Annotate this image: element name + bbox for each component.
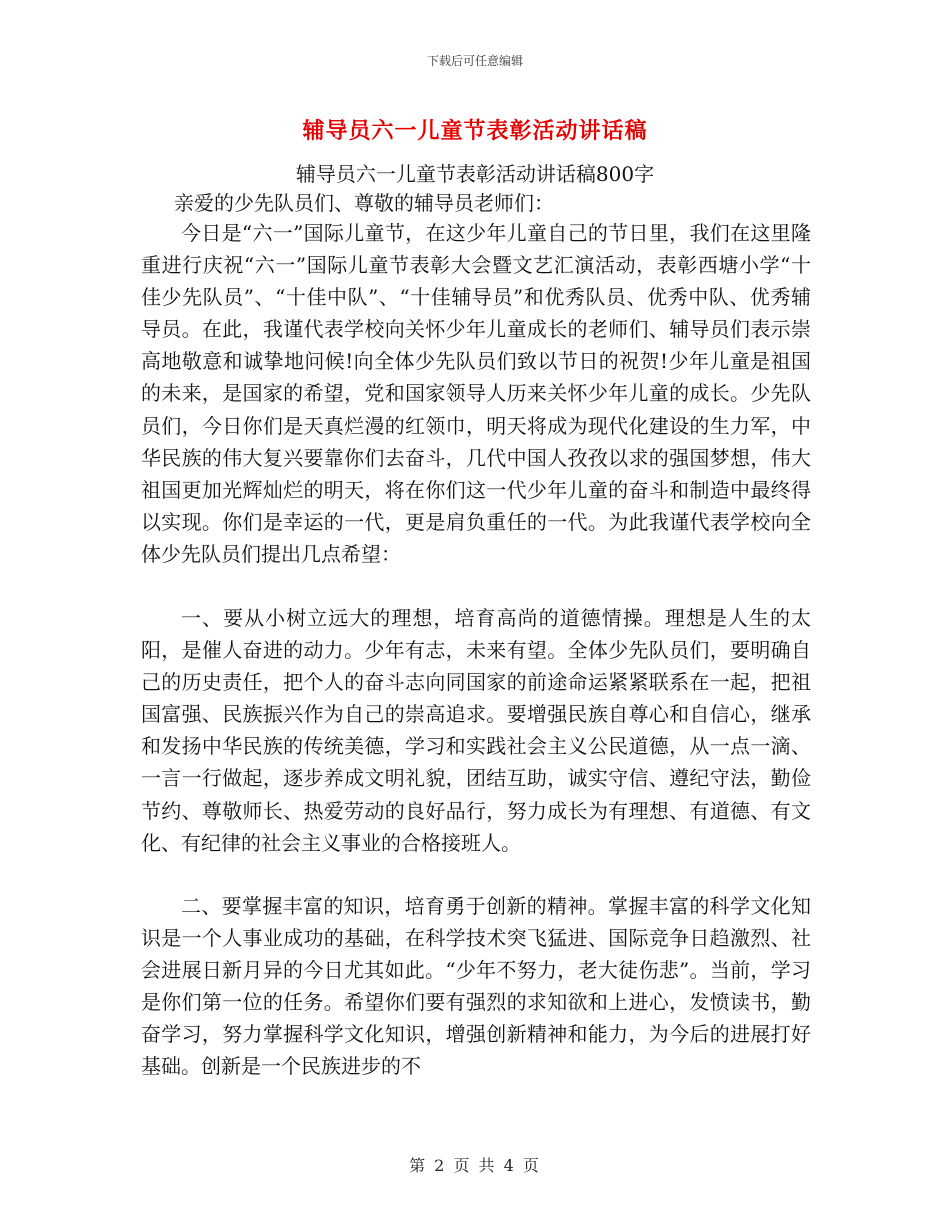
body-paragraph-1: 今日是“六一”国际儿童节，在这少年儿童自己的节日里，我们在这里隆重进行庆祝“六一”国际儿童节表彰大会暨文艺汇演活动，表彰西塘小学“十佳少先队员”、“十佳中队”、“十佳辅导员”和优秀队员、优秀中队、优秀辅导员。在此，我谨代表学校向关怀少年儿童成长的老师们、辅导员们表示崇高地敬意和诚挚地问候!向全体少先队员们致以节日的祝贺!少年儿童是祖国的未来，是国家的希望，党和国家领导人历来关怀少年儿童的成长。少先队员们，今日你们是天真烂漫的红领巾，明天将成为现代化建设的生力军，中华民族的伟大复兴要靠你们去奋斗，几代中国人孜孜以求的强国梦想，伟大祖国更加光辉灿烂的明天，将在你们这一代少年儿童的奋斗和制造中最终得以实现。你们是幸运的一代，更是肩负重任的一代。为此我谨代表学校向全体少先队员们提出几点希望： bbox=[141, 221, 811, 566]
body-paragraph-3: 二、要掌握丰富的知识，培育勇于创新的精神。掌握丰富的科学文化知识是一个人事业成功的基础，在科学技术突飞猛进、国际竞争日趋激烈、社会进展日新月异的今日尤其如此。“少年不努力，老大徒伤悲”。当前，学习是你们第一位的任务。希望你们要有强烈的求知欲和上进心，发愤读书，勤奋学习，努力掌握科学文化知识，增强创新精神和能力，为今后的进展打好基础。创新是一个民族进步的不 bbox=[141, 894, 811, 1079]
document-subtitle: 辅导员六一儿童节表彰活动讲话稿800字 bbox=[295, 162, 655, 186]
greeting-line: 亲爱的少先队员们、尊敬的辅导员老师们： bbox=[174, 191, 554, 215]
page-footer-number: 第 2 页 共 4 页 bbox=[409, 1156, 541, 1175]
body-paragraph-2: 一、要从小树立远大的理想，培育高尚的道德情操。理想是人生的太阳，是催人奋进的动力。少年有志，未来有望。全体少先队员们，要明确自己的历史责任，把个人的奋斗志向同国家的前途命运紧紧联系在一起，把祖国富强、民族振兴作为自己的崇高追求。要增强民族自尊心和自信心，继承和发扬中华民族的传统美德，学习和实践社会主义公民道德，从一点一滴、一言一行做起，逐步养成文明礼貌，团结互助，诚实守信、遵纪守法，勤俭节约、尊敬师长、热爱劳动的良好品行，努力成长为有理想、有道德、有文化、有纪律的社会主义事业的合格接班人。 bbox=[141, 606, 811, 855]
page-header-note: 下载后可任意编辑 bbox=[426, 54, 523, 68]
document-title: 辅导员六一儿童节表彰活动讲话稿 bbox=[302, 118, 648, 144]
